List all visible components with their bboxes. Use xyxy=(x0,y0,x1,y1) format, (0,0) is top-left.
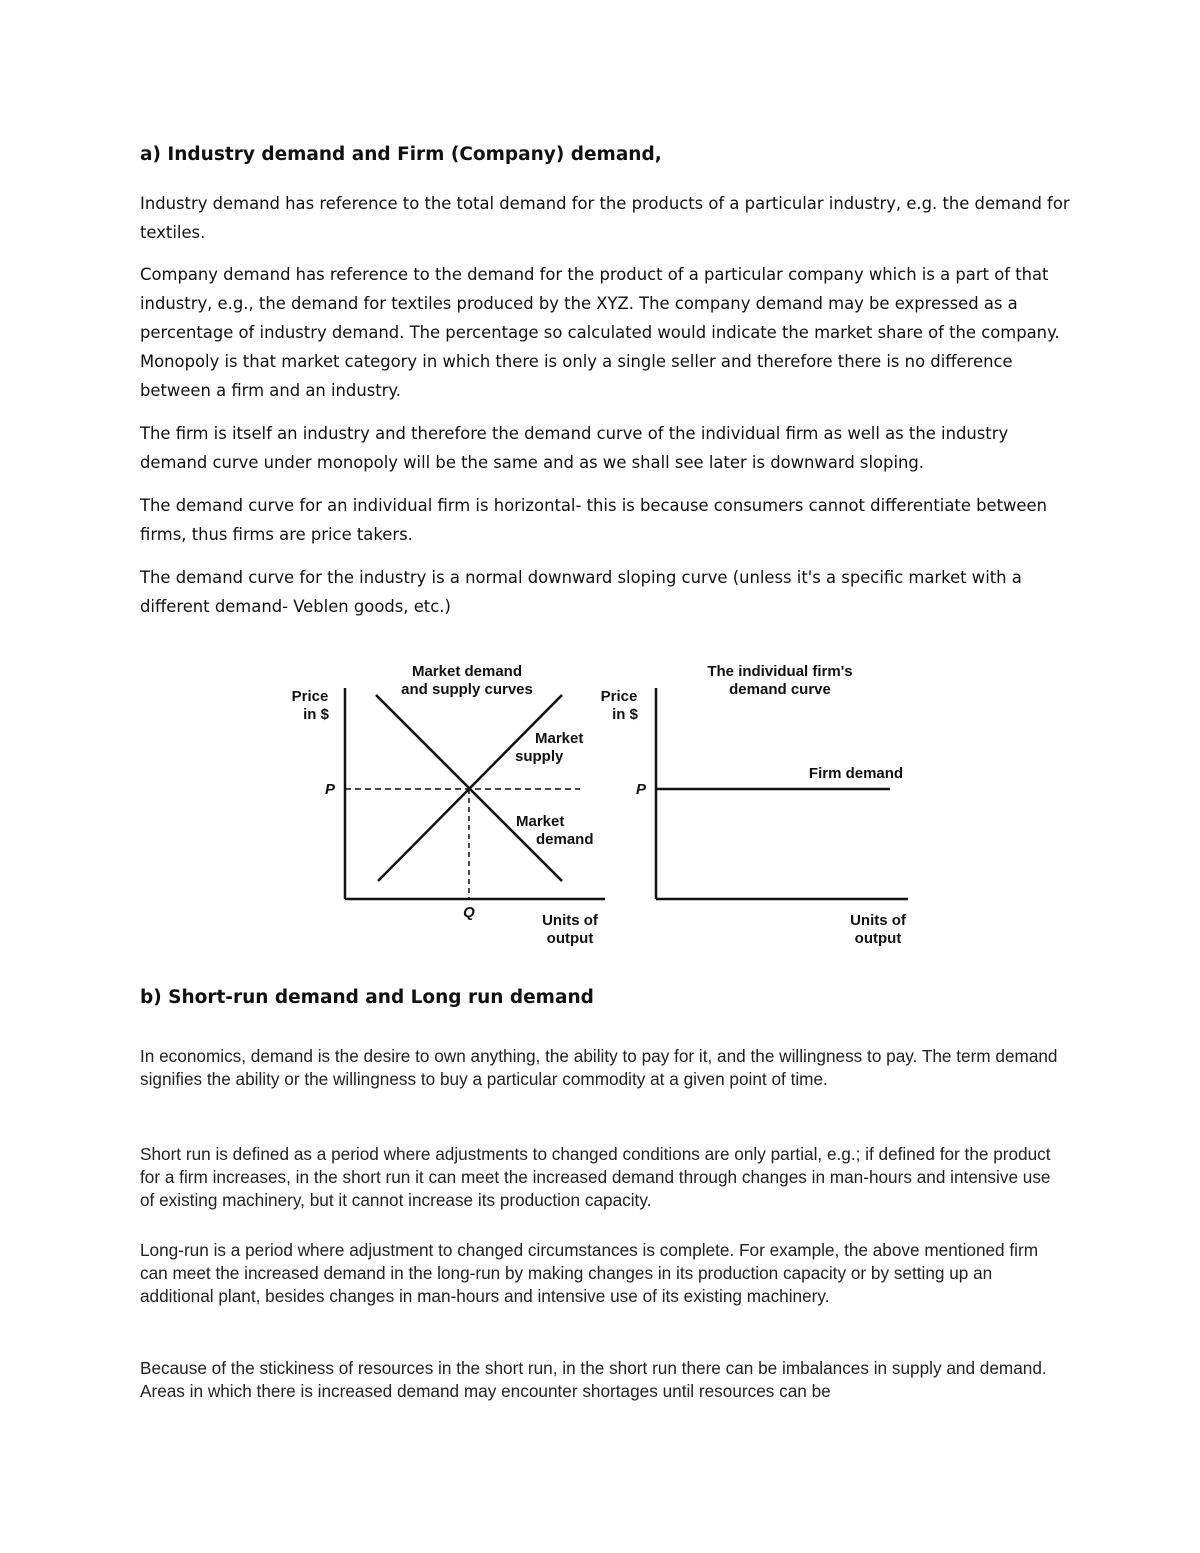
supply-label-line2: supply xyxy=(515,748,564,765)
demand-curves-svg xyxy=(280,655,920,955)
firm-chart-xlabel-line1: Units of xyxy=(850,912,906,929)
firm-chart-ylabel-line1: Price xyxy=(600,688,638,705)
market-chart-p-label: P xyxy=(324,781,336,798)
section-b-heading: b) Short-run demand and Long run demand xyxy=(140,987,594,1008)
market-chart-q-label: Q xyxy=(463,904,475,921)
section-b-paragraph-2: Short run is defined as a period where adjustments to changed conditions are only partial, e.g.; if defined for the product for a firm increases, in the short run it can meet the increased demand through changes in man-hours and intensive use of existing machinery, but it cannot increase its production capacity. xyxy=(140,1144,1051,1210)
market-chart-ylabel-line2: in $ xyxy=(303,706,329,723)
section-a-paragraph-5: The demand curve for the industry is a normal downward sloping curve (unless it's a specific market with a different demand- Veblen goods, etc.) xyxy=(140,568,1022,616)
market-chart-title-line1: Market demand xyxy=(411,663,523,680)
firm-chart-p-label: P xyxy=(635,781,647,798)
section-b-paragraph-4: Because of the stickiness of resources in the short run, in the short run there can be imbalances in supply and demand. Areas in which there is increased demand may encounter shortages until resources can be xyxy=(140,1358,1047,1401)
market-chart xyxy=(292,663,605,947)
demand-curves-figure xyxy=(280,655,920,955)
firm-chart-title-line1: The individual firm's xyxy=(707,663,853,680)
demand-label-line2: demand xyxy=(536,831,594,848)
section-b-paragraph-3: Long-run is a period where adjustment to changed circumstances is complete. For example, the above mentioned firm can meet the increased demand in the long-run by making changes in its production capacity or by setting up an additional plant, besides changes in man-hours and intensive use of its existing machinery. xyxy=(140,1240,1039,1306)
firm-chart xyxy=(601,663,908,947)
firm-demand-label: Firm demand xyxy=(808,765,904,782)
section-a-paragraph-3: The firm is itself an industry and therefore the demand curve of the individual firm as well as the industry demand curve under monopoly will be the same and as we shall see later is downward sloping. xyxy=(140,424,1009,472)
section-b-paragraph-1: In economics, demand is the desire to own anything, the ability to pay for it, and the willingness to pay. The term demand signifies the ability or the willingness to buy a particular commodity at a given point of time. xyxy=(140,1046,1058,1089)
section-a-heading: a) Industry demand and Firm (Company) demand, xyxy=(140,144,662,165)
market-chart-xlabel-line2: output xyxy=(546,930,594,947)
demand-label-line1: Market xyxy=(516,813,565,830)
section-a-paragraph-4: The demand curve for an individual firm is horizontal- this is because consumers cannot differentiate between firms, thus firms are price takers. xyxy=(140,496,1047,544)
market-chart-ylabel-line1: Price xyxy=(291,688,329,705)
market-chart-xlabel-line1: Units of xyxy=(542,912,598,929)
firm-chart-xlabel-line2: output xyxy=(854,930,902,947)
section-a-paragraph-2: Company demand has reference to the demand for the product of a particular company which is a part of that industry, e.g., the demand for textiles produced by the XYZ. The company demand may be expressed as a percentage of industry demand. The percentage so calculated would indicate the market share of the company. Monopoly is that market category in which there is only a single seller and therefore there is no difference between a firm and an industry. xyxy=(140,265,1060,400)
supply-label-line1: Market xyxy=(535,730,584,747)
firm-chart-ylabel-line2: in $ xyxy=(612,706,638,723)
firm-chart-title-line2: demand curve xyxy=(729,681,831,698)
section-a-paragraph-1: Industry demand has reference to the total demand for the products of a particular industry, e.g. the demand for textiles. xyxy=(140,194,1070,242)
market-chart-title-line2: and supply curves xyxy=(401,681,533,698)
